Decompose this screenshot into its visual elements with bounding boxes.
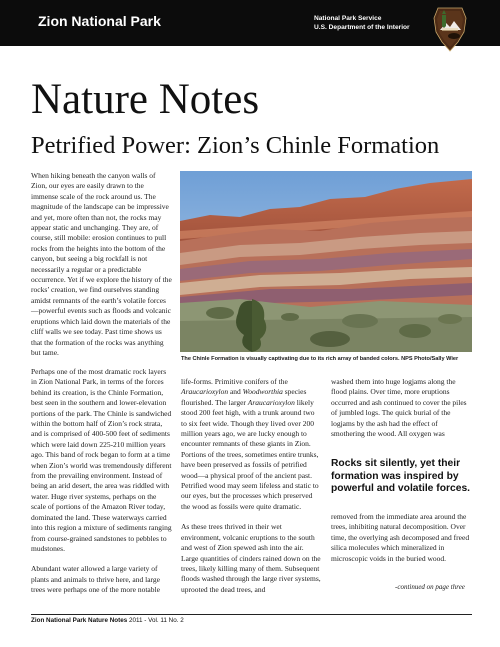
agency-block [314, 14, 410, 32]
text-run: species flourished. The larger [181, 387, 307, 407]
paragraph: removed from the immediate area around the trees, inhibiting natural decomposition. Over time, the overlying ash decomposed and freed silica molecules which mineralized in microscopic voids in the buried wood. [331, 512, 470, 563]
footer [31, 617, 184, 624]
article-title: Petrified Power: Zion’s Chinle Formation [31, 132, 440, 159]
paragraph: washed them into huge logjams along the flood plains. Over time, more eruptions occurred and ash continued to cover the piles of jumbled logs. The quick burial of the logjams by the ash had the effect of smothering the wood. All oxygen was [331, 377, 467, 439]
paragraph: When hiking beneath the canyon walls of Zion, our eyes are easily drawn to the immense scale of the rock around us. The magnitude of the landscape can be impressive and yet, more often than not, the rocks may appear static and unchanging. They are, of course, still mobile: erosion continues to pull rocks from the heights into the bottom of the canyon, but seeing a big rockfall is not necessarily a regular or a predictable occurrence. Yet if we explore the history of the rocks’ creation, we find ourselves standing amidst remnants of the earth’s volatile forces—powerful events such as floods and volcanic eruptions which laid down the materials of the cliff walls we see today. Past time shows us that the formation of the rocks was anything but tame. [31, 171, 172, 357]
species-name: Araucarioxylon [247, 397, 295, 407]
text-run: likely stood 200 feet high, with a trunk around two to six feet wide. Though they lived over 200 million years ago, we are lucky enough to encounter remnants of these giants in Zion. Portions of the trees, sometimes entire trunks, have been preserved as fossils of petrified wood—a physical proof of the ancient past. Petrified wood may seem lifeless and static to our eyes, but the processes which preserved the wood as fossils were quite dramatic. [181, 397, 319, 511]
intro-paragraph [31, 171, 172, 358]
paragraph: Perhaps one of the most dramatic rock layers in Zion National Park, in terms of the forces behind its creation, is the Chinle Formation, best seen in the southern and lower-elevation portions of the park. The Chinle is sandwiched within the bottom half of Zion’s rock strata, and is comprised of 400-500 feet of sediments which were laid down 225-210 million years ago. This band of rock began to form at a time when Zion’s world was tremendously different from the prevailing environment. Instead of being an arid desert, the area was riddled with water. Huge river systems, perhaps on the scale of portions of the Amazon River today, dominated the land. These waterways carried into this region a mixture of sediments ranging from course-grained sandstones to pebbles to mudstones. [31, 367, 172, 553]
header-banner [0, 0, 500, 46]
species-name: Araucarioxylon [181, 387, 229, 397]
continued-note: -continued on page three [395, 583, 465, 591]
masthead: Nature Notes [31, 76, 260, 123]
species-name: Woodworthia [242, 387, 283, 397]
column-1-text [31, 367, 172, 596]
nps-arrowhead-icon [432, 6, 468, 52]
publication-name: Zion National Park Nature Notes [31, 617, 128, 624]
column-3-continued [331, 512, 472, 564]
column-3-text [331, 377, 472, 439]
volume-info: 2011 - Vol. 11 No. 2 [128, 617, 184, 624]
paragraph [181, 377, 322, 512]
footer-divider [31, 614, 472, 615]
chinle-formation-photo [180, 171, 472, 352]
column-2-text [181, 377, 322, 595]
department-name: U.S. Department of the Interior [314, 24, 410, 31]
text-run: life-forms. Primitive conifers of the [181, 377, 288, 386]
agency-name: National Park Service [314, 15, 382, 22]
paragraph: As these trees thrived in their wet environment, volcanic eruptions to the south and west of Zion spewed ash into the air. Large quantities of cinders rained down on the trees, likely killing many of them. Subsequent floods washed through the large river systems, uprooted the dead trees, and [181, 522, 321, 594]
text-run: and [228, 387, 243, 397]
paragraph: Abundant water allowed a large variety of plants and animals to thrive here, and large trees were perhaps one of the more notable [31, 564, 160, 595]
photo-caption: The Chinle Formation is visually captivating due to its rich array of banded colors. NPS Photo/Sally Wier [181, 356, 459, 362]
park-name: Zion National Park [38, 13, 161, 29]
pull-quote: Rocks sit silently, yet their formation was inspired by powerful and volatile forces. [331, 458, 471, 494]
